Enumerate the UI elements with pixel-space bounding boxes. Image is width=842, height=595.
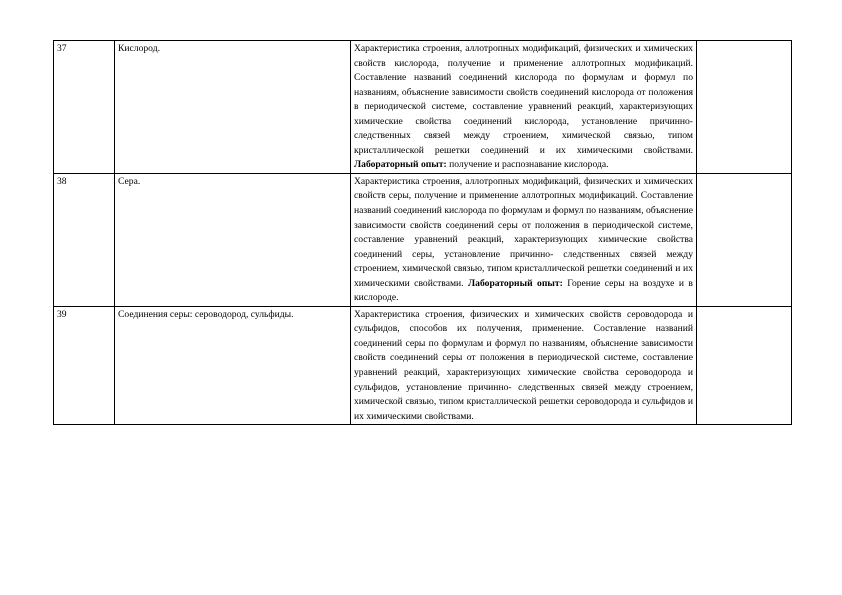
extra-cell xyxy=(697,41,792,174)
lesson-number: 38 xyxy=(54,173,115,306)
lab-experiment-text: Горение серы на воздухе и в кислороде. xyxy=(354,277,693,304)
content-text: Характеристика строения, аллотропных модификаций, физических и химических свойств кислорода, получение и применение аллотропных модификаций. Составление названий соединений кислорода по формулам и формул по названиям, объяснение зависимости свойств соединений кислорода от положения в периодической системе, составление уравнений реакций, характеризующих химические свойства соединений кислорода, установление причинно- следственных связей между строением, химической связью, типом кристаллической решетки соединений и их химическими свойствами. xyxy=(354,43,693,156)
extra-cell xyxy=(697,306,792,424)
lesson-content xyxy=(351,173,697,306)
lab-experiment-text: получение и распознавание кислорода. xyxy=(449,159,609,171)
content-text: Характеристика строения, физических и химических свойств сероводорода и сульфидов, способов их получения, применение. Составление названий соединений серы по формулам и формул по названиям, объяснение зависимости свойств соединений серы от положения в периодической системе, составление уравнений реакций, характеризующих химические свойства сероводорода и сульфидов, установление причинно- следственных связей между строением, химической связью, типом кристаллической решетки сероводорода и сульфидов и их химическими свойствами. xyxy=(354,308,693,422)
table-row xyxy=(54,173,792,306)
extra-cell xyxy=(697,173,792,306)
table-row xyxy=(54,306,792,424)
lesson-content xyxy=(351,306,697,424)
lesson-number: 37 xyxy=(54,41,115,174)
lesson-number: 39 xyxy=(54,306,115,424)
content-text: Характеристика строения, аллотропных модификаций, физических и химических свойств серы, получение и применение аллотропных модификаций. Составление названий соединений кислорода по формулам и формул по названиям, объяснение зависимости свойств соединений серы от положения в периодической системе, составление уравнений реакций, характеризующих химические свойства соединений серы, установление причинно- следственных связей между строением, химической связью, типом кристаллической решетки соединений и их химическими свойствами. xyxy=(354,175,693,289)
lesson-content xyxy=(351,41,697,174)
lesson-topic: Кислород. xyxy=(115,41,351,174)
lab-experiment-label: Лабораторный опыт: xyxy=(354,159,447,171)
lesson-plan-table xyxy=(53,40,792,425)
lesson-topic: Сера. xyxy=(115,173,351,306)
lesson-topic: Соединения серы: сероводород, сульфиды. xyxy=(115,306,351,424)
table-row xyxy=(54,41,792,174)
lab-experiment-label: Лабораторный опыт: xyxy=(468,277,563,289)
